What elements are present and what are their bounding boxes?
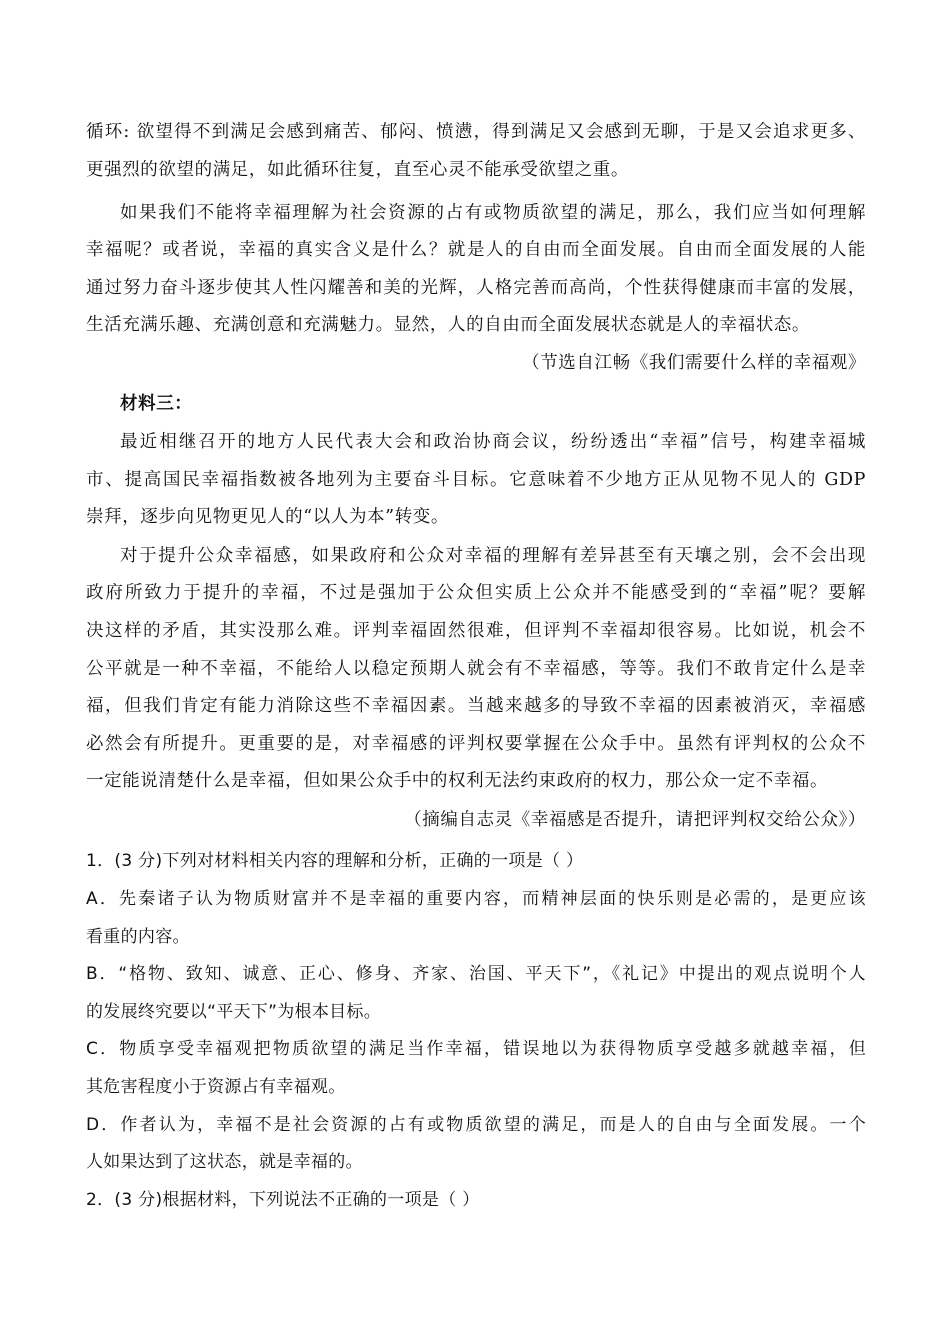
paragraph-line: 公平就是一种不幸福，不能给人以稳定预期人就会有不幸福感，等等。我们不敢肯定什么是幸 [86,659,866,679]
option-b-cont: 的发展终究要以“平天下”为根本目标。 [86,1002,382,1022]
paragraph-line: 政府所致力于提升的幸福，不过是强加于公众但实质上公众并不能感受到的“幸福”呢？要解 [86,583,866,603]
paragraph-line: 决这样的矛盾，其实没那么难。评判幸福固然很难，但评判不幸福却很容易。比如说，机会不 [86,621,866,641]
section-heading: 材料三： [120,394,193,414]
paragraph-line: 如果我们不能将幸福理解为社会资源的占有或物质欲望的满足，那么，我们应当如何理解 [120,203,866,223]
paragraph-line: 更强烈的欲望的满足，如此循环往复，直至心灵不能承受欲望之重。 [86,160,629,180]
question-stem: 1．(3 分)下列对材料相关内容的理解和分析，正确的一项是（ ） [86,851,584,871]
question-stem: 2．(3 分)根据材料，下列说法不正确的一项是（ ） [86,1190,480,1210]
paragraph-line: 通过努力奋斗逐步使其人性闪耀善和美的光辉，人格完善而高尚，个性获得健康而丰富的发展， [86,278,866,298]
source-citation: （摘编自志灵《幸福感是否提升，请把评判权交给公众》） [404,810,866,830]
option-c: C．物质享受幸福观把物质欲望的满足当作幸福，错误地以为获得物质享受越多就越幸福，但 [86,1039,866,1059]
paragraph-line: 必然会有所提升。更重要的是，对幸福感的评判权要掌握在公众手中。虽然有评判权的公众不 [86,734,866,754]
paragraph-line: 生活充满乐趣、充满创意和充满魅力。显然，人的自由而全面发展状态就是人的幸福状态。 [86,315,810,335]
option-a: A．先秦诸子认为物质财富并不是幸福的重要内容，而精神层面的快乐则是必需的，是更应该 [86,889,866,909]
paragraph-line: 幸福呢？或者说，幸福的真实含义是什么？就是人的自由而全面发展。自由而全面发展的人能 [86,240,866,260]
paragraph-line: 一定能说清楚什么是幸福，但如果公众手中的权利无法约束政府的权力，那公众一定不幸福。 [86,771,829,791]
source-citation: （节选自江畅《我们需要什么样的幸福观》 [522,353,866,373]
option-d-cont: 人如果达到了这状态，就是幸福的。 [86,1152,363,1172]
option-b: B．“格物、致知、诚意、正心、修身、齐家、治国、平天下”，《礼记》中提出的观点说明个人 [86,964,866,984]
option-d: D．作者认为，幸福不是社会资源的占有或物质欲望的满足，而是人的自由与全面发展。一个 [86,1115,866,1135]
paragraph-line: 市、提高国民幸福指数被各地列为主要奋斗目标。它意味着不少地方正从见物不见人的 GDP [86,470,866,490]
paragraph-line: 最近相继召开的地方人民代表大会和政治协商会议，纷纷透出“幸福”信号，构建幸福城 [120,432,866,452]
paragraph-line: 对于提升公众幸福感，如果政府和公众对幸福的理解有差异甚至有天壤之别，会不会出现 [120,546,866,566]
paragraph-line: 福，但我们肯定有能力消除这些不幸福因素。当越来越多的导致不幸福的因素被消灭，幸福感 [86,696,866,716]
option-a-cont: 看重的内容。 [86,927,190,947]
paragraph-line: 崇拜，逐步向见物更见人的“以人为本”转变。 [86,507,449,527]
paragraph-line: 循环: 欲望得不到满足会感到痛苦、郁闷、愤懑，得到满足又会感到无聊，于是又会追求更多、 [86,122,866,142]
option-c-cont: 其危害程度小于资源占有幸福观。 [86,1077,346,1097]
